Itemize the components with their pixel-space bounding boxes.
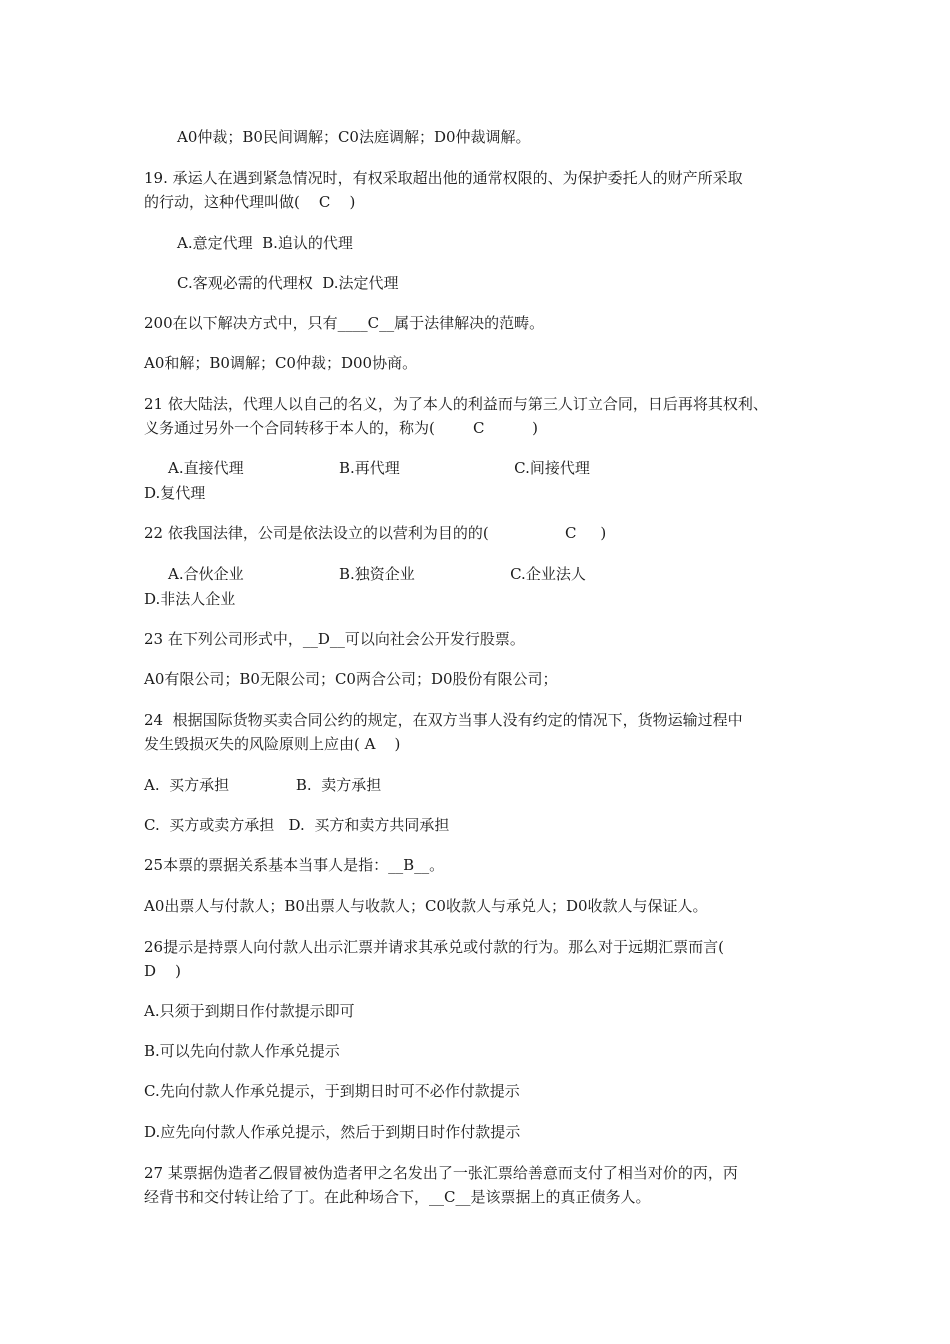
question-24-line2: 发生毁损灭失的风险原则上应由( A ): [144, 735, 401, 753]
question-25: 25本票的票据关系基本当事人是指：__B__。: [144, 856, 445, 874]
question-21-line2: 义务通过另外一个合同转移于本人的，称为( C ): [144, 419, 539, 437]
question-22: 22 依我国法律，公司是依法设立的以营利为目的的( C ): [144, 524, 607, 542]
question-23-options: A0有限公司；B0无限公司；C0两合公司；D0股份有限公司；: [144, 670, 558, 688]
question-26-line1: 26提示是持票人向付款人出示汇票并请求其承兑或付款的行为。那么对于远期汇票而言(: [144, 938, 724, 956]
question-21-line1: 21 依大陆法，代理人以自己的名义，为了本人的利益而与第三人订立合同，日后再将其权利、: [144, 395, 768, 413]
question-26-option-b: B.可以先向付款人作承兑提示: [144, 1042, 340, 1060]
question-27-line1: 27 某票据伪造者乙假冒被伪造者甲之名发出了一张汇票给善意而支付了相当对价的丙，丙: [144, 1164, 738, 1182]
question-21-option-d: D.复代理: [144, 484, 206, 502]
answer-options-18: A0仲裁；B0民间调解；C0法庭调解；D0仲裁调解。: [177, 128, 531, 146]
question-26-option-c: C.先向付款人作承兑提示，于到期日时可不必作付款提示: [144, 1082, 520, 1100]
question-19-line2: 的行动，这种代理叫做( C ): [144, 193, 356, 211]
question-20-options: A0和解；B0调解；C0仲裁；D00协商。: [144, 354, 418, 372]
question-24-options-cd: C. 买方或卖方承担 D. 买方和卖方共同承担: [144, 816, 450, 834]
question-21-options-abc: A.直接代理 B.再代理 C.间接代理: [168, 459, 590, 477]
question-24-line1: 24 根据国际货物买卖合同公约的规定，在双方当事人没有约定的情况下，货物运输过程中: [144, 711, 743, 729]
question-22-option-d: D.非法人企业: [144, 590, 236, 608]
question-24-options-ab: A. 买方承担 B. 卖方承担: [144, 776, 382, 794]
question-22-options-abc: A.合伙企业 B.独资企业 C.企业法人: [168, 565, 586, 583]
question-26-option-a: A.只须于到期日作付款提示即可: [144, 1002, 355, 1020]
question-19-options-ab: A.意定代理 B.追认的代理: [177, 234, 353, 252]
question-23: 23 在下列公司形式中，__D__可以向社会公开发行股票。: [144, 630, 525, 648]
question-26-line2: D ): [144, 962, 181, 980]
question-19-options-cd: C.客观必需的代理权 D.法定代理: [177, 274, 399, 292]
question-19-line1: 19. 承运人在遇到紧急情况时，有权采取超出他的通常权限的、为保护委托人的财产所采取: [144, 169, 743, 187]
question-26-option-d: D.应先向付款人作承兑提示，然后于到期日时作付款提示: [144, 1123, 521, 1141]
question-27-line2: 经背书和交付转让给了丁。在此种场合下，__C__是该票据上的真正债务人。: [144, 1188, 651, 1206]
question-25-options: A0出票人与付款人；B0出票人与收款人；C0收款人与承兑人；D0收款人与保证人。: [144, 897, 708, 915]
question-20: 200在以下解决方式中，只有____C__属于法律解决的范畴。: [144, 314, 545, 332]
